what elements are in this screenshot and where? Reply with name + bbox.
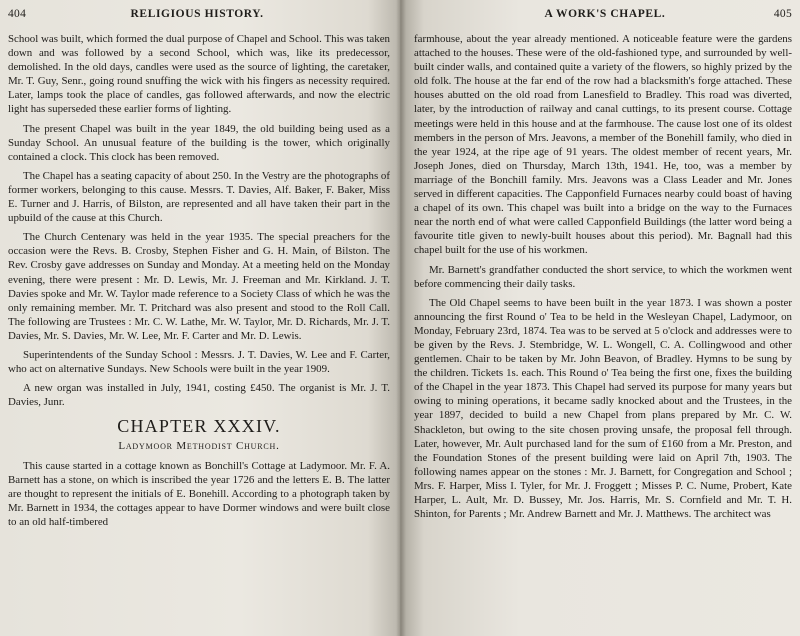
left-body <box>8 32 390 529</box>
chapter-heading: CHAPTER XXXIV. <box>117 416 281 437</box>
paragraph: The Old Chapel seems to have been built in the year 1873. I was shown a poster announcing the first Round o' Tea to be held in the Wesleyan Chapel, Ladymoor, on Monday, February 23rd, 1874. Tea was to be served at 5 o'clock and addresses were to be given by the Revs. J. Stembridge, W. L. Wongell, C. A. Collingwood and other gentlemen. Chair to be taken by Mr. John Beavon, of Bradley. Hymns to be sung by the children. Tickets 1s. each. This Round o' Tea being the first one, fixes the building of the Chapel in the year 1873. This Chapel had served its purpose for many years but owing to mining operations, it became sadly knocked about and the Trustees, in the year 1897, decided to build a new Chapel from plans prepared by Mr. C. W. Shackleton, but owing to the site chosen proving unsafe, the proposal fell through. Later, however, Mr. Ault purchased land for the sum of £160 from a Mr. Preston, and the Foundation Stones of the present building were laid on April 7th, 1903. The following names appear on the stones : Mr. J. Barnett, for Congregation and School ; Mrs. F. Harper, Miss I. Tyler, for Mr. J. Froggett ; Misses P. C. Nume, Probert, Kate Harper, L. Ault, Mr. D. Bussey, Mr. Jos. Harris, Mr. S. Cornfield and Mr. T. H. Shinton, for Parents ; Mr. Andrew Barnett and Mr. J. Matthews. The architect was <box>414 296 792 521</box>
paragraph: Mr. Barnett's grandfather conducted the short service, to which the workmen went before commencing their daily tasks. <box>414 263 792 290</box>
left-running-head <box>8 8 390 26</box>
paragraph: The present Chapel was built in the year 1849, the old building being used as a Sunday School. An unusual feature of the building is the tower, which originally contained a clock. This clock has been removed. <box>8 122 390 163</box>
right-page-number: 405 <box>773 8 792 20</box>
left-running-title: RELIGIOUS HISTORY. <box>130 8 264 20</box>
paragraph: The Church Centenary was held in the year 1935. The special preachers for the occasion were the Revs. B. Crosby, Stephen Fisher and G. H. Main, of Bilston. The Rev. Crosby gave addresses on Sunday and Monday. At a meeting held on the Monday evening, there were present : Mr. D. Lewis, Mr. J. Freeman and Mr. Kirkland. J. T. Davies spoke and Mr. W. Taylor made reference to a Society Class of which he was the only remaining member. Mr. T. Pritchard was also present and stood to the Roll Call. The following are Trustees : Mr. C. W. Lathe, Mr. W. Taylor, Mr. D. Richards, Mr. J. T. Davies, Mr. S. Davies, Mr. W. Lee, Mr. F. Carter and Mr. D. Lewis. <box>8 231 390 342</box>
left-page-number: 404 <box>8 8 27 20</box>
paragraph: Superintendents of the Sunday School : Messrs. J. T. Davies, W. Lee and F. Carter, who act on alternative Sundays. New Schools were built in the year 1909. <box>8 348 390 376</box>
right-body <box>414 32 792 521</box>
paragraph: farmhouse, about the year already mentioned. A noticeable feature were the gardens attached to the houses. These were of the old-fashioned type, and surrounded by well-built cinder walls, and contained quite a variety of the flowers, so highly prized by the old folk. The house at the far end of the row had a blacksmith's forge attached. These houses abutted on the old road from Lanesfield to Bradley. This road was diverted, later, by the introduction of railway and canal cuttings, to its present course. Cottage meetings were held in this house and at the farmhouse. The cause lost one of its oldest members in the person of Mrs. Jeavons, a member of the Bonehill family, who died in the year 1924, at the ripe age of 91 years. The oldest member of recent years, Mr. Joseph Jones, died on Thursday, March 13th, 1941. He, too, was a member by marriage of the Bonchill family. Mrs. Jeavons was a Class Leader and Mr. Jones served in different capacities. The Capponfield Furnaces nearby could boast of having a chapel of its own. This chapel was built into a bridge on the way to the Furnaces near the north end of what were called Capponfield Buildings (the latter word being a favourite title given to newly-built houses about this period). Mr. Bagnall had this chapel built for the use of his workmen. <box>414 33 792 257</box>
right-running-title: A WORK'S CHAPEL. <box>544 8 666 20</box>
right-page <box>400 0 800 636</box>
chapter-subheading: Ladymoor Methodist Church. <box>118 440 280 453</box>
paragraph: The Chapel has a seating capacity of about 250. In the Vestry are the photographs of former workers, belonging to this cause. Messrs. T. Davies, Alf. Baker, F. Baker, Miss E. Turner and J. Harris, of Bilston, are represented and all have taken their part in the upbuild of the cause at this Church. <box>8 169 390 225</box>
paragraph: This cause started in a cottage known as Bonchill's Cottage at Ladymoor. Mr. F. A. Barnett has a stone, on which is inscribed the year 1726 and the letters E. B. The latter are thought to represent the initials of E. Bonehill. According to a photograph taken by Mr. Barnett in 1934, the cottages appear to have Dormer windows and were built close to an old half-timbered <box>8 459 390 528</box>
paragraph: A new organ was installed in July, 1941, costing £450. The organist is Mr. J. T. Davies, Junr. <box>8 382 390 409</box>
paragraph: School was built, which formed the dual purpose of Chapel and School. This was taken down and was followed by a second School, which was, like its predecessor, demolished. In the old days, candles were used as the source of lighting, the caretaker, Mr. T. Guy, Senr., going round snuffing the wick with his fingers as necessity required. Later, lamps took the place of candles, gas followed afterwards, and now the electric light has superseded these earlier forms of lighting. <box>8 33 390 116</box>
right-running-head <box>414 8 792 26</box>
